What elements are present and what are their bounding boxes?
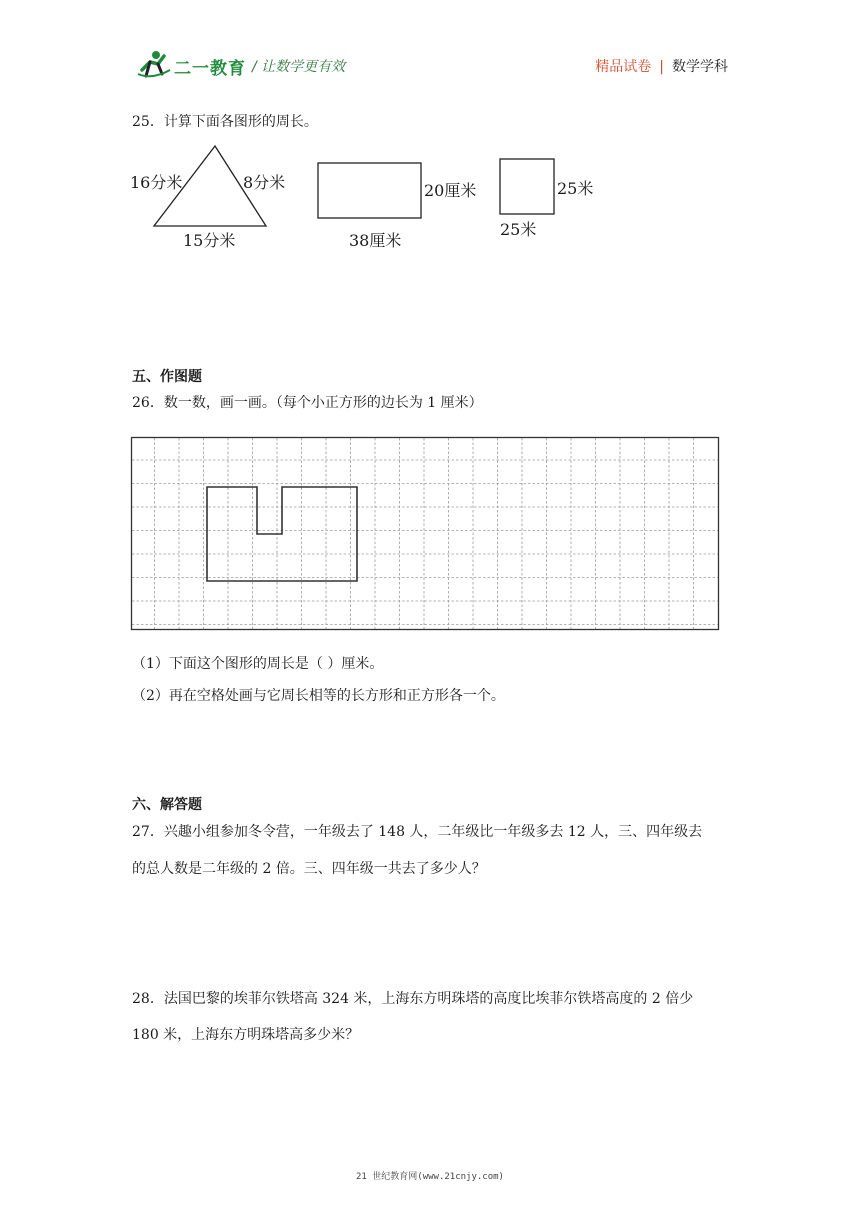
grid-paper (130, 436, 720, 632)
q26-sub2: （2）再在空格处画与它周长相等的长方形和正方形各一个。 (132, 688, 505, 704)
q26-sub1: （1）下面这个图形的周长是（ ）厘米。 (132, 656, 384, 672)
triangle-left-label: 16分米 (130, 173, 183, 192)
logo-text: 二一教育 (174, 59, 246, 79)
runner-logo-icon (136, 50, 172, 78)
rectangle-shape (318, 163, 421, 218)
rectangle-right-label: 20厘米 (424, 181, 477, 200)
triangle-right-label: 8分米 (243, 173, 286, 192)
header-tags (595, 56, 728, 76)
q28-line2: 180 米，上海东方明珠塔高多少米？ (132, 1027, 360, 1043)
slogan: / 让数学更有效 (252, 59, 346, 75)
q28-line1: 28．法国巴黎的埃菲尔铁塔高 324 米，上海东方明珠塔的高度比埃菲尔铁塔高度的 2 倍少 (132, 991, 694, 1007)
header-separator: | (659, 59, 664, 75)
notched-figure (207, 487, 357, 581)
grid-lines (132, 438, 718, 629)
q26-prompt: 26．数一数，画一画。（每个小正方形的边长为 1 厘米） (132, 395, 483, 411)
header-tag-exam: 精品试卷 (595, 59, 652, 75)
section5-title: 五、作图题 (132, 369, 202, 385)
brand-logo (136, 48, 376, 80)
header-tag-subject: 数学学科 (672, 59, 728, 75)
square-bottom-label: 25米 (500, 220, 537, 239)
footer: 21 世纪教育网(www.21cnjy.com) (356, 1172, 504, 1182)
triangle-bottom-label: 15分米 (183, 231, 236, 250)
section6-title: 六、解答题 (132, 797, 202, 813)
q27-line2: 的总人数是二年级的 2 倍。三、四年级一共去了多少人？ (132, 861, 486, 877)
rectangle-bottom-label: 38厘米 (349, 231, 402, 250)
q25-prompt: 25．计算下面各图形的周长。 (132, 114, 318, 130)
q27-line1: 27．兴趣小组参加冬令营，一年级去了 148 人，二年级比一年级多去 12 人，三、四年级去 (132, 824, 703, 840)
square-shape (500, 159, 554, 214)
square-right-label: 25米 (557, 179, 594, 198)
